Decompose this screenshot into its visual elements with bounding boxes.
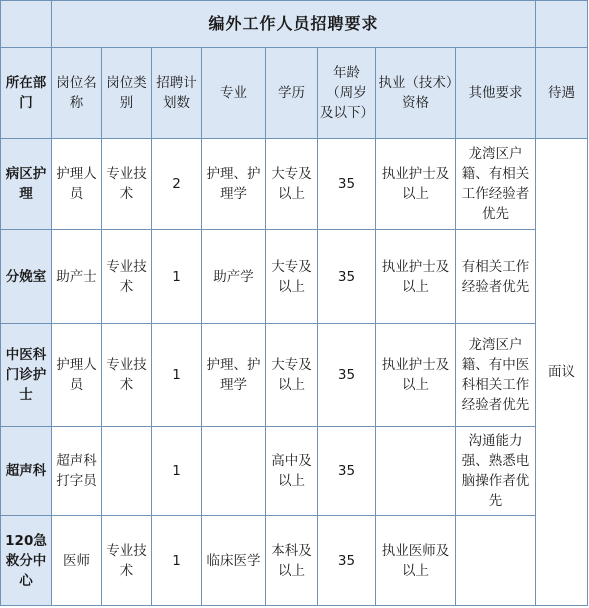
row-category: 专业技术 (102, 516, 152, 606)
row-plan: 1 (152, 427, 202, 516)
row-major: 临床医学 (202, 516, 266, 606)
row-major: 助产学 (202, 230, 266, 324)
table-row (1, 324, 588, 427)
header-age: 年龄（周岁及以下） (318, 48, 376, 139)
header-category: 岗位类别 (102, 48, 152, 139)
title-corner-cell (1, 1, 52, 48)
row-dept: 病区护理 (1, 139, 52, 230)
row-age: 35 (318, 427, 376, 516)
header-treatment: 待遇 (536, 48, 588, 139)
table-row (1, 139, 588, 230)
row-plan: 2 (152, 139, 202, 230)
row-other: 有相关工作经验者优先 (456, 230, 536, 324)
row-qualification: 执业护士及以上 (376, 230, 456, 324)
row-post: 护理人员 (52, 139, 102, 230)
header-other: 其他要求 (456, 48, 536, 139)
row-education: 本科及以上 (266, 516, 318, 606)
row-qualification: 执业护士及以上 (376, 324, 456, 427)
title-corner-cell-right (536, 1, 588, 48)
row-category (102, 427, 152, 516)
table-row (1, 516, 588, 606)
table-row (1, 230, 588, 324)
row-age: 35 (318, 230, 376, 324)
row-major: 护理、护理学 (202, 139, 266, 230)
header-qualification: 执业（技术）资格 (376, 48, 456, 139)
row-age: 35 (318, 516, 376, 606)
row-post: 助产士 (52, 230, 102, 324)
row-category: 专业技术 (102, 230, 152, 324)
row-other: 龙湾区户籍、有中医科相关工作经验者优先 (456, 324, 536, 427)
row-education: 大专及以上 (266, 230, 318, 324)
row-post: 医师 (52, 516, 102, 606)
row-major: 护理、护理学 (202, 324, 266, 427)
header-plan: 招聘计划数 (152, 48, 202, 139)
title-row (1, 1, 588, 48)
row-qualification: 执业护士及以上 (376, 139, 456, 230)
row-dept: 120急救分中心 (1, 516, 52, 606)
header-dept: 所在部门 (1, 48, 52, 139)
row-dept: 中医科门诊护士 (1, 324, 52, 427)
row-age: 35 (318, 324, 376, 427)
row-education: 大专及以上 (266, 324, 318, 427)
row-other: 沟通能力强、熟悉电脑操作者优先 (456, 427, 536, 516)
row-qualification (376, 427, 456, 516)
row-category: 专业技术 (102, 324, 152, 427)
row-post: 护理人员 (52, 324, 102, 427)
row-age: 35 (318, 139, 376, 230)
table-title: 编外工作人员招聘要求 (52, 1, 536, 48)
header-row (1, 48, 588, 139)
row-education: 高中及以上 (266, 427, 318, 516)
row-plan: 1 (152, 324, 202, 427)
row-dept: 分娩室 (1, 230, 52, 324)
row-qualification: 执业医师及以上 (376, 516, 456, 606)
row-other: 龙湾区户籍、有相关工作经验者优先 (456, 139, 536, 230)
row-education: 大专及以上 (266, 139, 318, 230)
row-plan: 1 (152, 516, 202, 606)
row-major (202, 427, 266, 516)
table-row (1, 427, 588, 516)
row-post: 超声科打字员 (52, 427, 102, 516)
header-post: 岗位名称 (52, 48, 102, 139)
header-major: 专业 (202, 48, 266, 139)
row-plan: 1 (152, 230, 202, 324)
row-category: 专业技术 (102, 139, 152, 230)
row-other (456, 516, 536, 606)
header-education: 学历 (266, 48, 318, 139)
treatment-cell: 面议 (536, 139, 588, 606)
row-dept: 超声科 (1, 427, 52, 516)
